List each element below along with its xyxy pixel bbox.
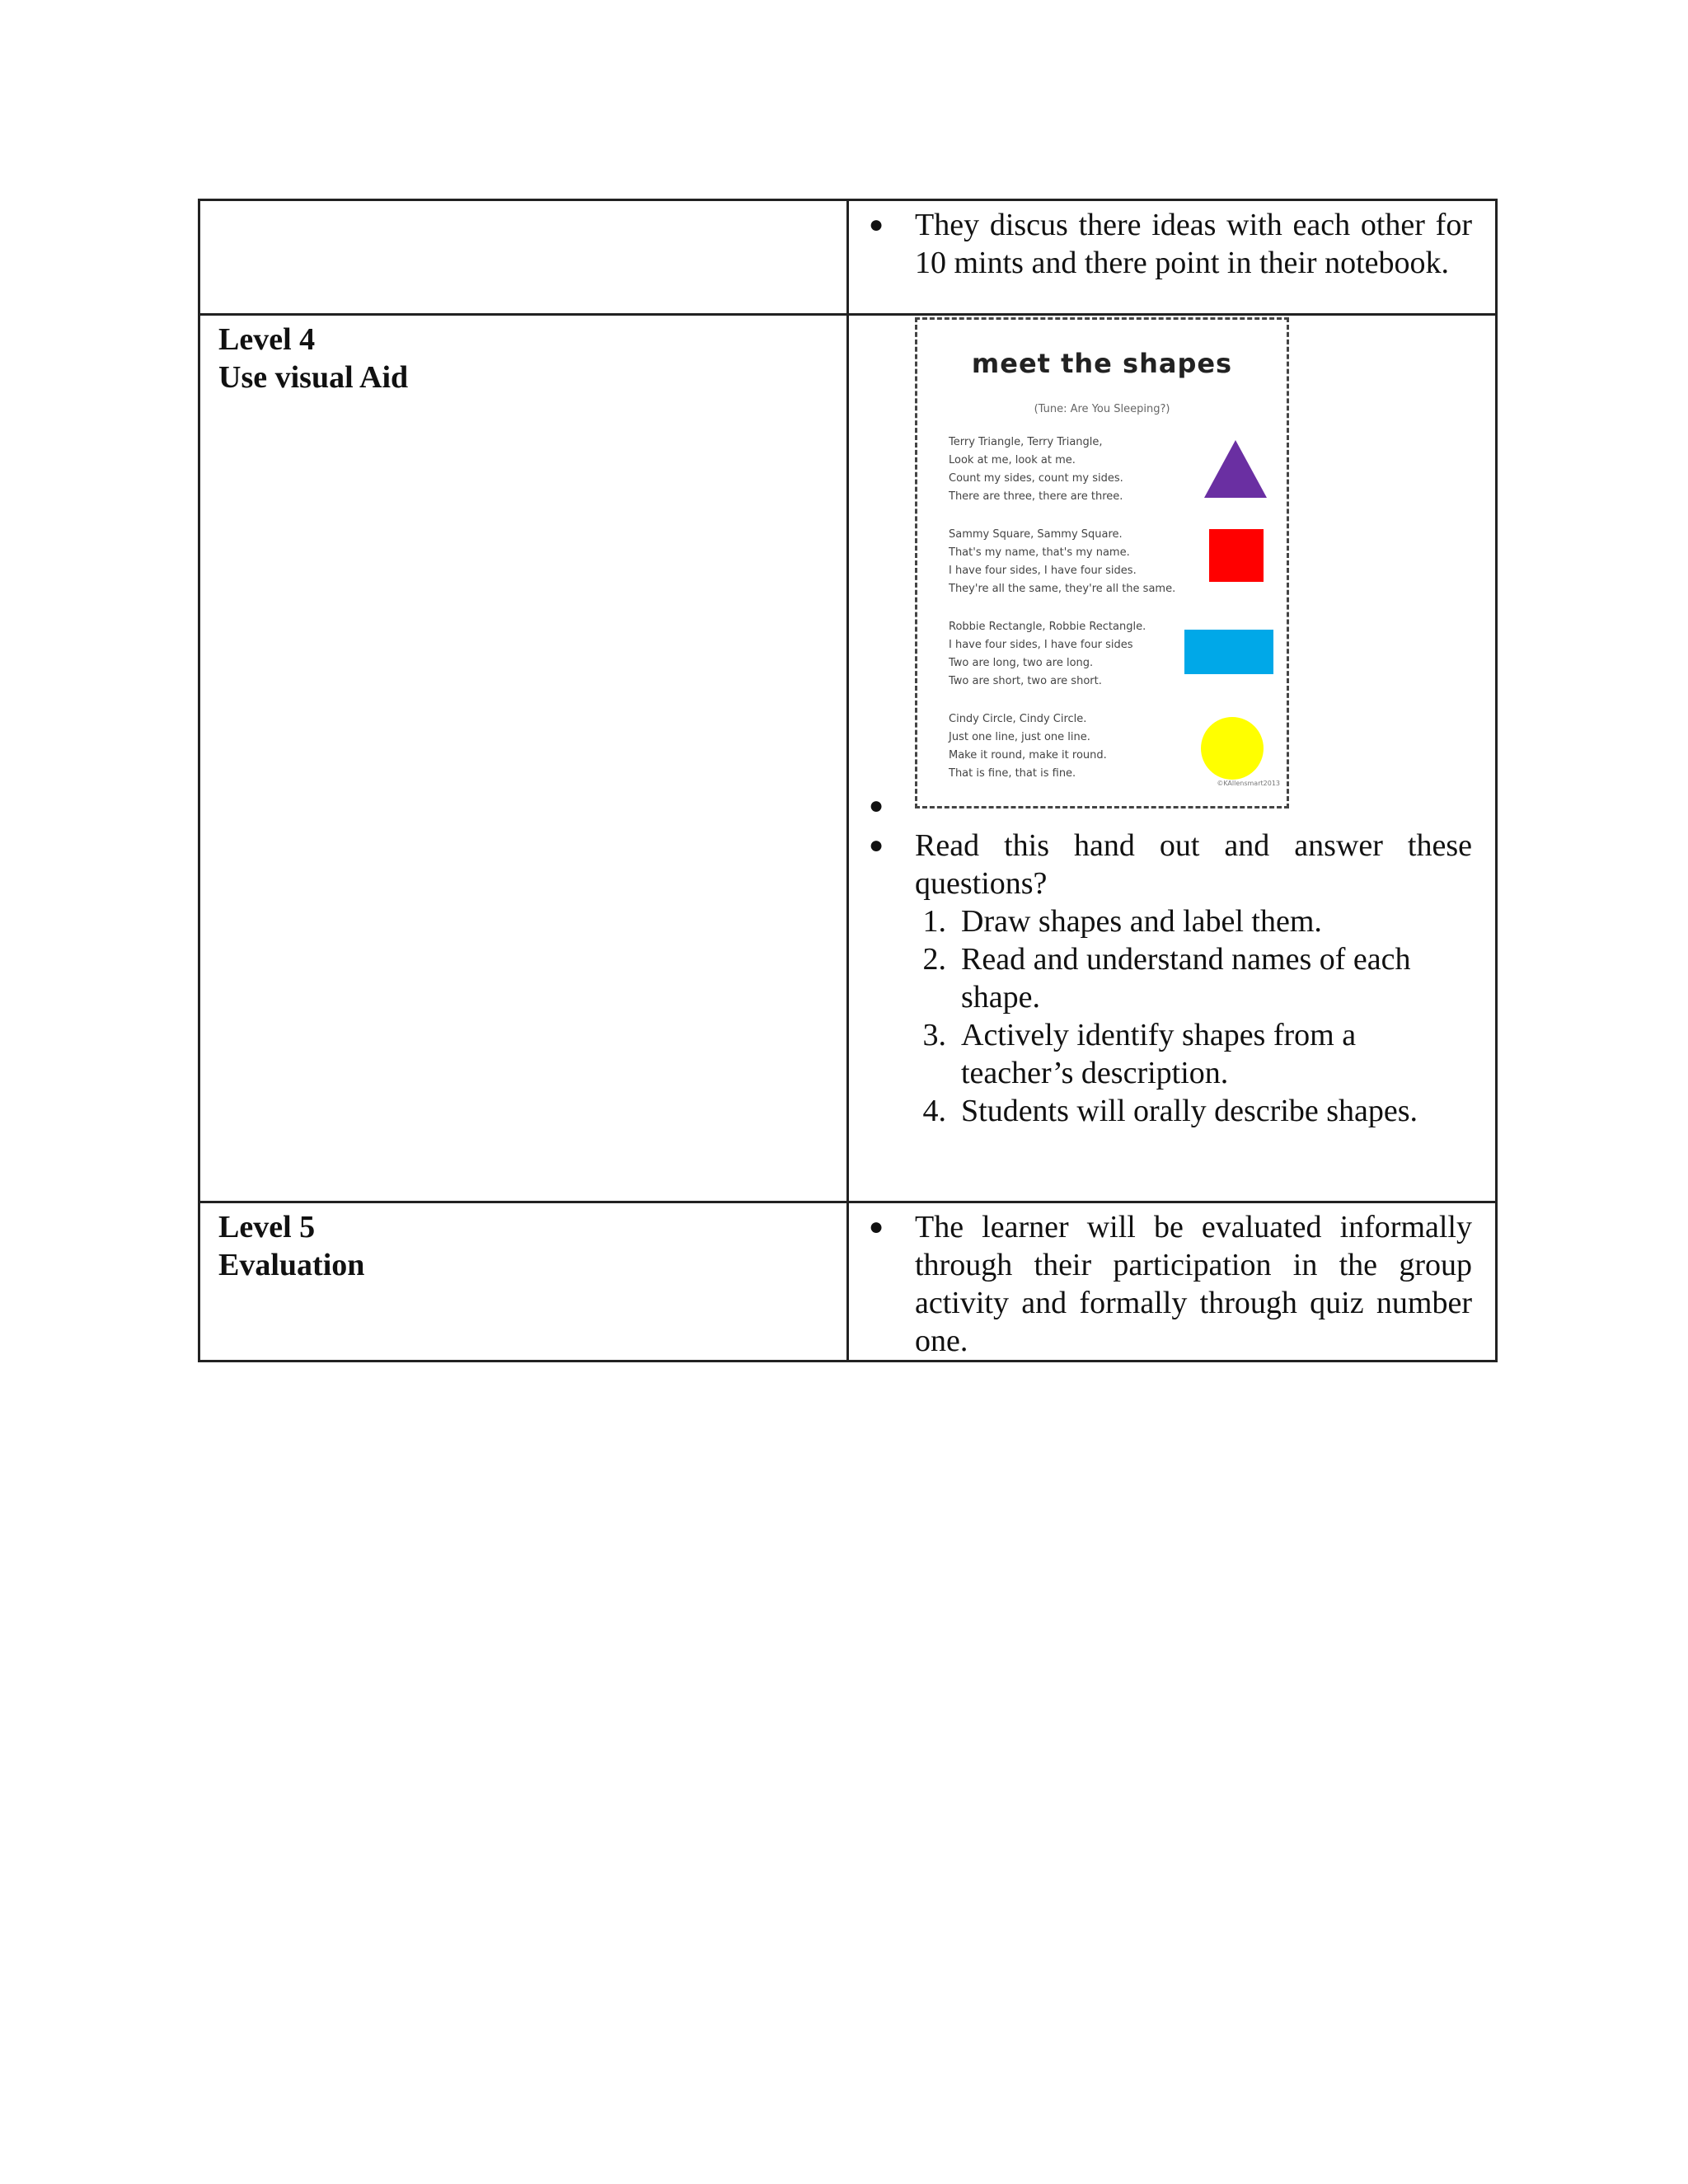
verse-line: Cindy Circle, Cindy Circle.	[949, 713, 1087, 725]
list-number: 2.	[922, 942, 946, 977]
bullet-item	[860, 206, 1472, 282]
level-description: Evaluation	[218, 1248, 365, 1282]
bullet-icon: ●	[869, 1213, 884, 1240]
handout-subtitle: (Tune: Are You Sleeping?)	[1034, 403, 1170, 415]
level-cell	[199, 1202, 848, 1361]
list-number: 4.	[922, 1094, 946, 1128]
bullet-icon: ●	[869, 211, 884, 238]
verse-line: Sammy Square, Sammy Square.	[949, 528, 1123, 541]
verse-square	[949, 526, 1175, 598]
bullet-icon: ●	[869, 832, 884, 859]
verse-line: Robbie Rectangle, Robbie Rectangle.	[949, 621, 1146, 633]
bullet-text: The learner will be evaluated informally through their participation in the group activity and formally through quiz number one.	[915, 1210, 1472, 1358]
list-item	[860, 902, 1472, 940]
verse-triangle	[949, 434, 1123, 506]
verse-circle	[949, 710, 1107, 783]
visual-aid-handout	[915, 317, 1289, 808]
handout-title: meet the shapes	[971, 348, 1233, 379]
table-row	[199, 315, 1497, 1202]
verse-line: Terry Triangle, Terry Triangle,	[949, 436, 1103, 448]
bullet-text: Read this hand out and answer these questions?	[915, 828, 1472, 901]
activity-cell	[848, 1202, 1497, 1361]
verse-line: Look at me, look at me.	[949, 454, 1076, 466]
list-item	[860, 1092, 1472, 1130]
bullet-item	[860, 1208, 1472, 1360]
level-cell	[199, 315, 848, 1202]
verse-line: Two are short, two are short.	[949, 675, 1102, 687]
verse-line: Two are long, two are long.	[949, 657, 1094, 669]
verse-line: Make it round, make it round.	[949, 749, 1107, 762]
verse-line: That is fine, that is fine.	[949, 767, 1076, 780]
list-text: Read and understand names of each shape.	[961, 942, 1411, 1015]
verse-line: Count my sides, count my sides.	[949, 472, 1123, 485]
activity-cell	[848, 200, 1497, 315]
square-icon	[1209, 529, 1264, 582]
list-text: Actively identify shapes from a teacher’s description.	[961, 1018, 1357, 1090]
level-description: Use visual Aid	[218, 360, 409, 395]
table-row	[199, 200, 1497, 315]
verse-line: Just one line, just one line.	[949, 731, 1090, 743]
list-item	[860, 940, 1472, 1016]
verse-line: I have four sides, I have four sides	[949, 639, 1133, 651]
verse-rectangle	[949, 618, 1146, 691]
rectangle-icon	[1184, 630, 1273, 674]
list-text: Draw shapes and label them.	[961, 904, 1322, 939]
lesson-plan-table	[198, 199, 1498, 1362]
handout-credit: ©KAllensmart2013	[1217, 780, 1280, 787]
list-item	[860, 1016, 1472, 1092]
level-cell	[199, 200, 848, 315]
level-label: Level 4	[218, 322, 316, 357]
list-number: 1.	[922, 904, 946, 939]
verse-line: There are three, there are three.	[949, 490, 1123, 503]
verse-line: That's my name, that's my name.	[949, 546, 1130, 559]
questions-list	[860, 902, 1472, 1130]
list-number: 3.	[922, 1018, 946, 1052]
triangle-icon	[1203, 438, 1268, 499]
table-row	[199, 1202, 1497, 1361]
list-text: Students will orally describe shapes.	[961, 1094, 1418, 1128]
bullet-text: They discus there ideas with each other for 10 mints and there point in their notebook.	[915, 208, 1472, 280]
bullet-icon: ●	[869, 792, 884, 819]
verse-line: I have four sides, I have four sides.	[949, 565, 1137, 577]
bullet-item	[860, 827, 1472, 902]
verse-line: They're all the same, they're all the same.	[949, 583, 1176, 595]
level-label: Level 5	[218, 1210, 316, 1244]
activity-cell	[848, 315, 1497, 1202]
